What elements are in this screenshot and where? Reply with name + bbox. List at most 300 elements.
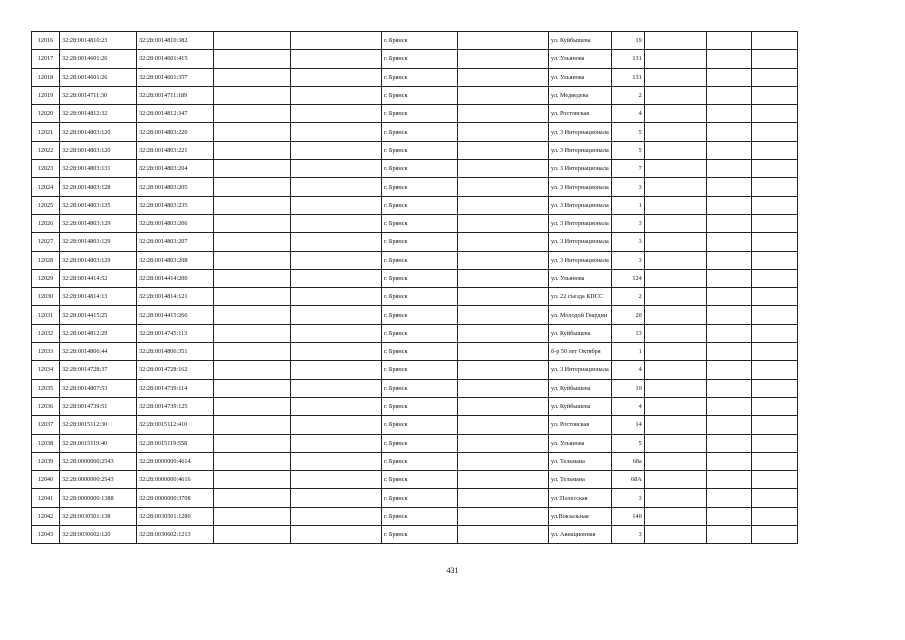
empty-cell [751, 86, 797, 104]
empty-cell [291, 214, 382, 232]
row-number-cell: 12040 [32, 471, 60, 489]
empty-cell [291, 68, 382, 86]
row-number-cell: 12031 [32, 306, 60, 324]
street-cell: ул. Авиационная [549, 526, 612, 544]
empty-cell [458, 123, 549, 141]
empty-cell [751, 526, 797, 544]
empty-cell [291, 343, 382, 361]
empty-cell [291, 507, 382, 525]
table-row [32, 397, 798, 415]
table-row [32, 86, 798, 104]
cadastral-number-cell: 32:28:0014601:26 [60, 50, 137, 68]
object-cadastral-number-cell: 32:28:0000000:4616 [137, 471, 214, 489]
empty-cell [291, 141, 382, 159]
empty-cell [751, 123, 797, 141]
empty-cell [644, 526, 706, 544]
cadastral-number-cell: 32:28:0014414:52 [60, 269, 137, 287]
table-row [32, 526, 798, 544]
city-cell: г. Брянск [382, 324, 458, 342]
empty-cell [214, 178, 291, 196]
empty-cell [751, 233, 797, 251]
empty-cell [706, 471, 751, 489]
cadastral-number-cell: 32:28:0014814:13 [60, 288, 137, 306]
street-cell: ул. 3 Интернационала [549, 141, 612, 159]
empty-cell [706, 123, 751, 141]
row-number-cell: 12028 [32, 251, 60, 269]
empty-cell [751, 306, 797, 324]
empty-cell [458, 178, 549, 196]
row-number-cell: 12034 [32, 361, 60, 379]
street-cell: б-р 50 лет Октября [549, 343, 612, 361]
empty-cell [214, 68, 291, 86]
empty-cell [458, 343, 549, 361]
object-cadastral-number-cell: 32:28:0030501:1280 [137, 507, 214, 525]
empty-cell [751, 471, 797, 489]
street-cell: ул. 3 Интернационала [549, 214, 612, 232]
object-cadastral-number-cell: 32:28:0014414:200 [137, 269, 214, 287]
cadastral-number-cell: 32:28:0014803:128 [60, 178, 137, 196]
object-cadastral-number-cell: 32:28:0030602:1213 [137, 526, 214, 544]
empty-cell [458, 141, 549, 159]
empty-cell [644, 269, 706, 287]
object-cadastral-number-cell: 32:28:0014739:125 [137, 397, 214, 415]
empty-cell [644, 251, 706, 269]
data-table [31, 31, 798, 544]
empty-cell [706, 416, 751, 434]
cadastral-number-cell: 32:28:0014807:53 [60, 379, 137, 397]
empty-cell [751, 379, 797, 397]
empty-cell [458, 288, 549, 306]
row-number-cell: 12032 [32, 324, 60, 342]
object-cadastral-number-cell: 32:28:0014814:121 [137, 288, 214, 306]
empty-cell [458, 306, 549, 324]
empty-cell [214, 196, 291, 214]
empty-cell [751, 397, 797, 415]
empty-cell [458, 50, 549, 68]
empty-cell [214, 526, 291, 544]
empty-cell [644, 343, 706, 361]
street-cell: ул. Полесская [549, 489, 612, 507]
cadastral-number-cell: 32:28:0015119:40 [60, 434, 137, 452]
city-cell: г. Брянск [382, 416, 458, 434]
row-number-cell: 12030 [32, 288, 60, 306]
empty-cell [214, 251, 291, 269]
empty-cell [644, 214, 706, 232]
table-row [32, 434, 798, 452]
object-cadastral-number-cell: 32:28:0014711:189 [137, 86, 214, 104]
empty-cell [458, 269, 549, 287]
cadastral-number-cell: 32:28:0014810:23 [60, 32, 137, 50]
object-cadastral-number-cell: 32:28:0014812:347 [137, 105, 214, 123]
city-cell: г. Брянск [382, 269, 458, 287]
empty-cell [751, 416, 797, 434]
empty-cell [458, 251, 549, 269]
empty-cell [214, 288, 291, 306]
empty-cell [214, 416, 291, 434]
house-number-cell: 5 [611, 123, 644, 141]
house-number-cell: 140 [611, 507, 644, 525]
table-row [32, 196, 798, 214]
cadastral-number-cell: 32:28:0000000:2543 [60, 452, 137, 470]
empty-cell [458, 434, 549, 452]
empty-cell [291, 526, 382, 544]
empty-cell [214, 141, 291, 159]
cadastral-number-cell: 32:28:0030602:120 [60, 526, 137, 544]
cadastral-number-cell: 32:28:0014803:131 [60, 160, 137, 178]
city-cell: г. Брянск [382, 489, 458, 507]
cadastral-number-cell: 32:28:0014601:26 [60, 68, 137, 86]
object-cadastral-number-cell: 32:28:0015112:410 [137, 416, 214, 434]
empty-cell [751, 141, 797, 159]
row-number-cell: 12025 [32, 196, 60, 214]
street-cell: ул. Ростовская [549, 105, 612, 123]
empty-cell [644, 141, 706, 159]
empty-cell [706, 434, 751, 452]
city-cell: г. Брянск [382, 86, 458, 104]
empty-cell [751, 361, 797, 379]
empty-cell [644, 196, 706, 214]
house-number-cell: 4 [611, 105, 644, 123]
empty-cell [644, 507, 706, 525]
table-row [32, 32, 798, 50]
house-number-cell: 68а [611, 452, 644, 470]
empty-cell [458, 397, 549, 415]
street-cell: ул. Ульянова [549, 50, 612, 68]
empty-cell [706, 68, 751, 86]
street-cell: ул. Медведева [549, 86, 612, 104]
empty-cell [706, 379, 751, 397]
house-number-cell: 1 [611, 196, 644, 214]
city-cell: г. Брянск [382, 105, 458, 123]
empty-cell [458, 233, 549, 251]
house-number-cell: 2 [611, 288, 644, 306]
street-cell: ул. 22 съезда КПСС [549, 288, 612, 306]
empty-cell [644, 416, 706, 434]
table-row [32, 233, 798, 251]
empty-cell [644, 288, 706, 306]
object-cadastral-number-cell: 32:28:0014803:206 [137, 214, 214, 232]
empty-cell [644, 160, 706, 178]
object-cadastral-number-cell: 32:28:0014810:382 [137, 32, 214, 50]
empty-cell [458, 489, 549, 507]
city-cell: г. Брянск [382, 123, 458, 141]
empty-cell [706, 160, 751, 178]
table-row [32, 471, 798, 489]
city-cell: г. Брянск [382, 251, 458, 269]
city-cell: г. Брянск [382, 196, 458, 214]
house-number-cell: 68А [611, 471, 644, 489]
empty-cell [751, 50, 797, 68]
empty-cell [214, 489, 291, 507]
empty-cell [751, 32, 797, 50]
city-cell: г. Брянск [382, 397, 458, 415]
empty-cell [751, 288, 797, 306]
row-number-cell: 12018 [32, 68, 60, 86]
table-row [32, 361, 798, 379]
empty-cell [706, 32, 751, 50]
empty-cell [458, 507, 549, 525]
cadastral-number-cell: 32:28:0030501:138 [60, 507, 137, 525]
empty-cell [458, 324, 549, 342]
empty-cell [214, 123, 291, 141]
object-cadastral-number-cell: 32:28:0000000:4614 [137, 452, 214, 470]
object-cadastral-number-cell: 32:28:0014415:266 [137, 306, 214, 324]
empty-cell [751, 251, 797, 269]
house-number-cell: 13 [611, 324, 644, 342]
empty-cell [214, 160, 291, 178]
cadastral-number-cell: 32:28:0014739:51 [60, 397, 137, 415]
cadastral-number-cell: 32:28:0014803:135 [60, 196, 137, 214]
empty-cell [214, 379, 291, 397]
empty-cell [751, 489, 797, 507]
row-number-cell: 12035 [32, 379, 60, 397]
city-cell: г. Брянск [382, 452, 458, 470]
table-row [32, 452, 798, 470]
city-cell: г. Брянск [382, 434, 458, 452]
empty-cell [458, 214, 549, 232]
row-number-cell: 12041 [32, 489, 60, 507]
empty-cell [458, 68, 549, 86]
empty-cell [214, 50, 291, 68]
empty-cell [458, 32, 549, 50]
empty-cell [214, 324, 291, 342]
empty-cell [458, 379, 549, 397]
cadastral-number-cell: 32:28:0014728:37 [60, 361, 137, 379]
house-number-cell: 10 [611, 379, 644, 397]
object-cadastral-number-cell: 32:28:0014601:415 [137, 50, 214, 68]
house-number-cell: 1 [611, 343, 644, 361]
cadastral-number-cell: 32:28:0000000:2543 [60, 471, 137, 489]
cadastral-number-cell: 32:28:0014803:129 [60, 233, 137, 251]
city-cell: г. Брянск [382, 233, 458, 251]
empty-cell [644, 397, 706, 415]
empty-cell [751, 507, 797, 525]
row-number-cell: 12026 [32, 214, 60, 232]
empty-cell [214, 105, 291, 123]
empty-cell [214, 86, 291, 104]
city-cell: г. Брянск [382, 306, 458, 324]
street-cell: ул. 3 Интернационала [549, 361, 612, 379]
empty-cell [291, 306, 382, 324]
empty-cell [291, 233, 382, 251]
street-cell: ул. 3 Интернационала [549, 251, 612, 269]
cadastral-number-cell: 32:28:0014803:129 [60, 214, 137, 232]
house-number-cell: 131 [611, 50, 644, 68]
cadastral-number-cell: 32:28:0014803:129 [60, 251, 137, 269]
house-number-cell: 14 [611, 416, 644, 434]
table-row [32, 50, 798, 68]
empty-cell [291, 32, 382, 50]
table-row [32, 343, 798, 361]
empty-cell [706, 214, 751, 232]
empty-cell [706, 233, 751, 251]
empty-cell [291, 379, 382, 397]
empty-cell [644, 434, 706, 452]
empty-cell [644, 50, 706, 68]
house-number-cell: 7 [611, 160, 644, 178]
empty-cell [644, 105, 706, 123]
cadastral-number-cell: 32:28:0014803:120 [60, 123, 137, 141]
house-number-cell: 20 [611, 306, 644, 324]
table-body [32, 32, 798, 544]
empty-cell [644, 178, 706, 196]
object-cadastral-number-cell: 32:28:0014803:221 [137, 141, 214, 159]
street-cell: ул. 3 Интернационала [549, 160, 612, 178]
empty-cell [291, 160, 382, 178]
city-cell: г. Брянск [382, 471, 458, 489]
table-row [32, 416, 798, 434]
empty-cell [291, 86, 382, 104]
empty-cell [214, 306, 291, 324]
object-cadastral-number-cell: 32:28:0014601:357 [137, 68, 214, 86]
cadastral-number-cell: 32:28:0000000:1388 [60, 489, 137, 507]
empty-cell [291, 105, 382, 123]
city-cell: г. Брянск [382, 507, 458, 525]
empty-cell [751, 269, 797, 287]
empty-cell [706, 178, 751, 196]
street-cell: ул. Молодой Гвардии [549, 306, 612, 324]
table-row [32, 105, 798, 123]
table-row [32, 288, 798, 306]
empty-cell [706, 324, 751, 342]
street-cell: ул. Тельмана [549, 452, 612, 470]
house-number-cell: 19 [611, 32, 644, 50]
empty-cell [706, 507, 751, 525]
empty-cell [214, 233, 291, 251]
empty-cell [706, 452, 751, 470]
table-row [32, 214, 798, 232]
empty-cell [458, 160, 549, 178]
cadastral-number-cell: 32:28:0014812:29 [60, 324, 137, 342]
empty-cell [644, 86, 706, 104]
city-cell: г. Брянск [382, 141, 458, 159]
row-number-cell: 12033 [32, 343, 60, 361]
empty-cell [706, 489, 751, 507]
row-number-cell: 12042 [32, 507, 60, 525]
row-number-cell: 12038 [32, 434, 60, 452]
empty-cell [291, 178, 382, 196]
object-cadastral-number-cell: 32:28:0014803:204 [137, 160, 214, 178]
street-cell: ул. 3 Интернационала [549, 178, 612, 196]
object-cadastral-number-cell: 32:28:0014803:208 [137, 251, 214, 269]
empty-cell [458, 105, 549, 123]
house-number-cell: 3 [611, 251, 644, 269]
object-cadastral-number-cell: 32:28:0014728:162 [137, 361, 214, 379]
house-number-cell: 3 [611, 233, 644, 251]
empty-cell [644, 324, 706, 342]
table-row [32, 68, 798, 86]
street-cell: ул. Куйбышева [549, 324, 612, 342]
object-cadastral-number-cell: 32:28:0000000:3708 [137, 489, 214, 507]
empty-cell [291, 361, 382, 379]
city-cell: г. Брянск [382, 526, 458, 544]
empty-cell [291, 123, 382, 141]
row-number-cell: 12024 [32, 178, 60, 196]
street-cell: ул. Ульянова [549, 269, 612, 287]
empty-cell [458, 86, 549, 104]
table-row [32, 324, 798, 342]
empty-cell [458, 526, 549, 544]
city-cell: г. Брянск [382, 214, 458, 232]
empty-cell [706, 397, 751, 415]
house-number-cell: 2 [611, 86, 644, 104]
empty-cell [644, 361, 706, 379]
empty-cell [291, 324, 382, 342]
object-cadastral-number-cell: 32:28:0014803:235 [137, 196, 214, 214]
empty-cell [458, 416, 549, 434]
city-cell: г. Брянск [382, 361, 458, 379]
cadastral-number-cell: 32:28:0014812:32 [60, 105, 137, 123]
row-number-cell: 12043 [32, 526, 60, 544]
empty-cell [291, 471, 382, 489]
city-cell: г. Брянск [382, 343, 458, 361]
empty-cell [458, 196, 549, 214]
house-number-cell: 5 [611, 141, 644, 159]
city-cell: г. Брянск [382, 288, 458, 306]
street-cell: ул. Ростовская [549, 416, 612, 434]
empty-cell [291, 288, 382, 306]
cadastral-number-cell: 32:28:0014803:120 [60, 141, 137, 159]
empty-cell [214, 361, 291, 379]
table-row [32, 141, 798, 159]
city-cell: г. Брянск [382, 160, 458, 178]
city-cell: г. Брянск [382, 50, 458, 68]
street-cell: ул. 3 Интернационала [549, 196, 612, 214]
empty-cell [706, 196, 751, 214]
row-number-cell: 12029 [32, 269, 60, 287]
city-cell: г. Брянск [382, 178, 458, 196]
street-cell: ул. Куйбышева [549, 32, 612, 50]
object-cadastral-number-cell: 32:28:0014803:205 [137, 178, 214, 196]
empty-cell [706, 343, 751, 361]
city-cell: г. Брянск [382, 68, 458, 86]
empty-cell [751, 434, 797, 452]
empty-cell [706, 526, 751, 544]
empty-cell [291, 50, 382, 68]
object-cadastral-number-cell: 32:28:0014803:220 [137, 123, 214, 141]
object-cadastral-number-cell: 32:28:0014739:114 [137, 379, 214, 397]
empty-cell [291, 251, 382, 269]
row-number-cell: 12037 [32, 416, 60, 434]
empty-cell [291, 489, 382, 507]
empty-cell [751, 324, 797, 342]
empty-cell [291, 269, 382, 287]
row-number-cell: 12017 [32, 50, 60, 68]
empty-cell [751, 160, 797, 178]
empty-cell [291, 434, 382, 452]
object-cadastral-number-cell: 32:28:0014806:351 [137, 343, 214, 361]
empty-cell [644, 471, 706, 489]
empty-cell [214, 269, 291, 287]
empty-cell [291, 452, 382, 470]
table-row [32, 379, 798, 397]
empty-cell [214, 343, 291, 361]
table-row [32, 489, 798, 507]
empty-cell [706, 269, 751, 287]
empty-cell [644, 32, 706, 50]
city-cell: г. Брянск [382, 32, 458, 50]
empty-cell [644, 68, 706, 86]
empty-cell [291, 416, 382, 434]
page-number: 431 [446, 566, 459, 575]
empty-cell [214, 397, 291, 415]
empty-cell [751, 452, 797, 470]
empty-cell [644, 379, 706, 397]
row-number-cell: 12022 [32, 141, 60, 159]
table-row [32, 251, 798, 269]
table-row [32, 160, 798, 178]
empty-cell [706, 86, 751, 104]
